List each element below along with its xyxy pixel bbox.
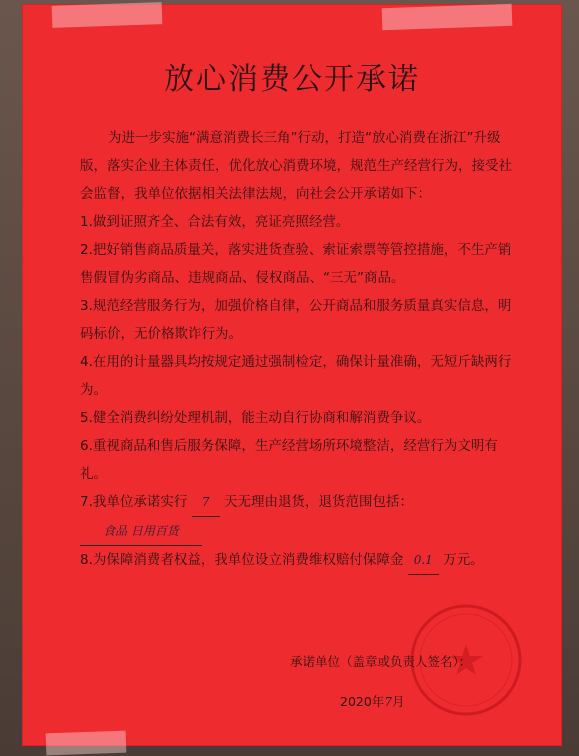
item8-suffix: 万元。 [443,552,484,568]
commitment-item-4: 4.在用的计量器具均按规定通过强制检定，确保计量准确，无短斤缺两行为。 [80,354,512,398]
tape-top-right [382,4,513,31]
guarantee-amount-value: 0.1 [408,546,439,575]
commitment-item-2: 2.把好销售商品质量关，落实进货查验、索证索票等管控措施，不生产销售假冒伪劣商品、违规商品、侵权商品、“三无”商品。 [80,242,512,286]
signature-label: 承诺单位（盖章或负责人签名）： [290,654,472,669]
return-days-value: 7 [192,488,220,517]
commitment-item-8 [80,546,520,575]
item7-prefix: 7.我单位承诺实行 [80,494,188,510]
signature-date [340,692,404,710]
commitment-item-1: 1.做到证照齐全、合法有效，亮证亮照经营。 [80,214,350,230]
document-body [80,124,520,575]
tape-bottom-left [46,731,127,756]
commitment-poster [22,4,562,746]
item7-middle: 天无理由退货，退货范围包括： [223,494,413,510]
commitment-item-6: 6.重视商品和售后服务保障，生产经营场所环境整洁，经营行为文明有礼。 [80,438,498,482]
date-year: 2020年 [340,694,385,709]
date-month-suffix: 月 [391,694,405,709]
commitment-item-3: 3.规范经营服务行为，加强价格自律，公开商品和服务质量真实信息，明码标价，无价格欺诈行为。 [80,298,512,342]
document-title: 放心消费公开承诺 [164,62,420,97]
return-scope-value: 食品 日用百货 [80,517,202,546]
commitment-item-7 [80,488,520,546]
item8-prefix: 8.为保障消费者权益，我单位设立消费维权赔付保障金 [80,552,404,568]
tape-top-left [52,2,163,28]
date-month-value: 7 [384,695,392,709]
intro-paragraph: 为进一步实施“满意消费长三角”行动，打造“放心消费在浙江”升级版，落实企业主体责任，优化放心消费环境，规范生产经营行为，接受社会监督，我单位依据相关法律法规，向社会公开承诺如下： [80,130,512,202]
commitment-item-5: 5.健全消费纠纷处理机制，能主动自行协商和解消费争议。 [80,410,431,426]
